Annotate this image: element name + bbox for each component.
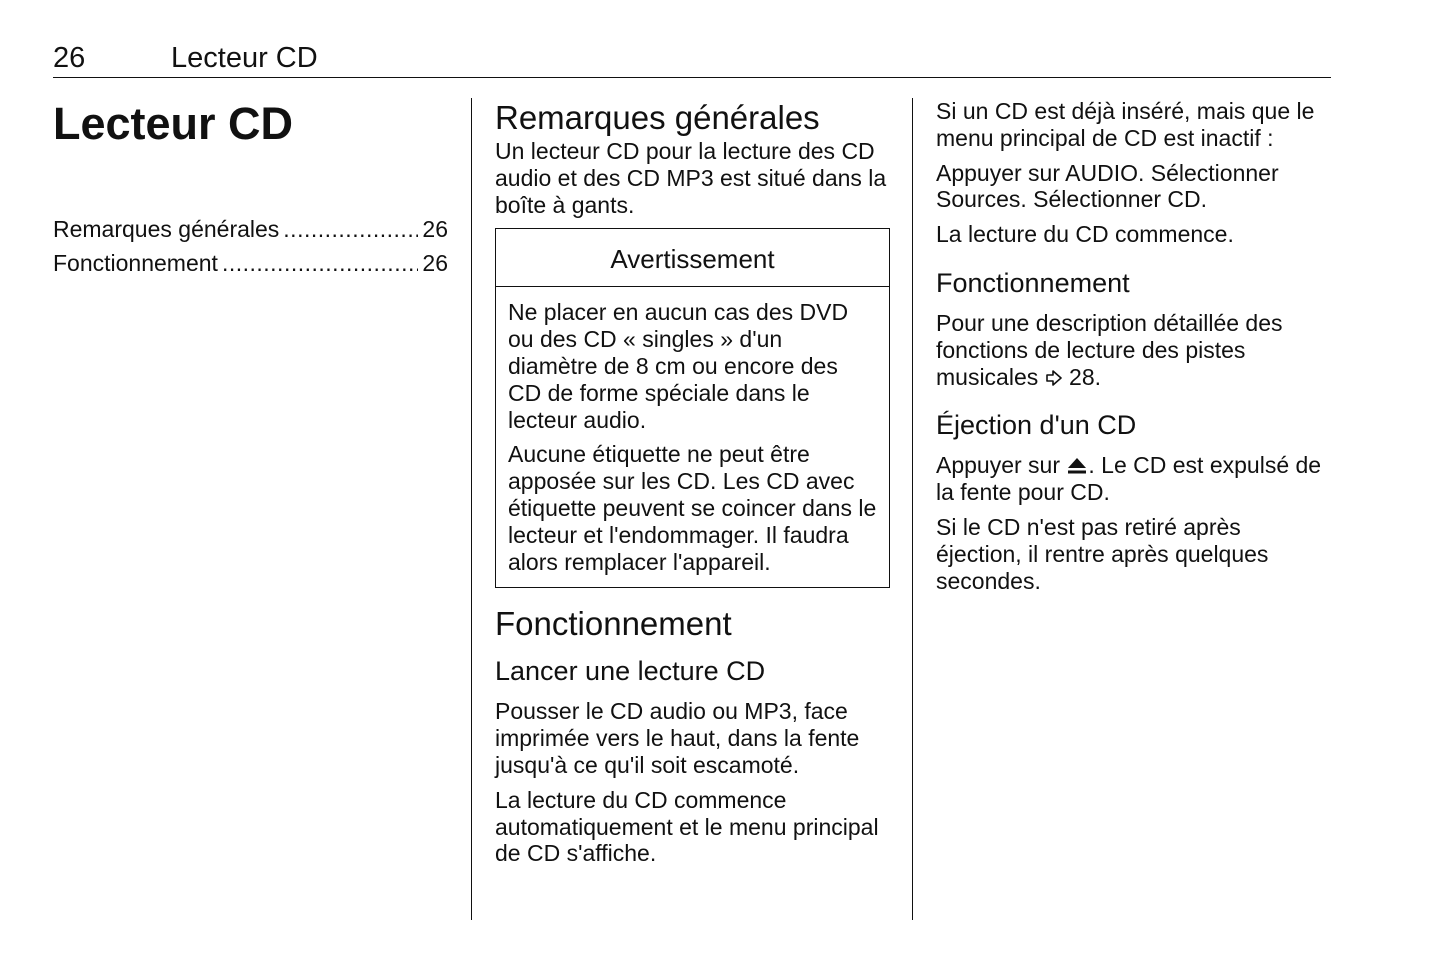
toc-entry[interactable] bbox=[53, 246, 448, 280]
eject-text-post: . Le CD est expulsé de la fente pour CD. bbox=[936, 452, 1322, 506]
toc-leader bbox=[283, 212, 418, 246]
column-divider bbox=[471, 98, 472, 920]
paragraph: La lecture du CD commence. bbox=[936, 221, 1234, 248]
page-header bbox=[53, 40, 1331, 78]
paragraph: La lecture du CD commence automatiquement et le menu principal de CD s'affiche. bbox=[495, 786, 879, 867]
paragraph: Un lecteur CD pour la lecture des CD audio et des CD MP3 est situé dans la boîte à gants. bbox=[495, 138, 887, 218]
warning-title: Avertissement bbox=[496, 229, 889, 287]
subheading-operation: Fonctionnement bbox=[936, 267, 1130, 298]
paragraph: Appuyer sur AUDIO. Sélectionner Sources. Sélectionner CD. bbox=[936, 159, 1279, 213]
warning-paragraph: Ne placer en aucun cas des DVD ou des CD « singles » d'un diamètre de 8 cm ou encore des CD de forme spéciale dans le lecteur audio. bbox=[508, 299, 849, 433]
subheading-start-playback: Lancer une lecture CD bbox=[495, 656, 766, 687]
table-of-contents bbox=[53, 212, 448, 280]
paragraph: Pousser le CD audio ou MP3, face imprimée vers le haut, dans la fente jusqu'à ce qu'il soit escamoté. bbox=[495, 698, 860, 778]
section-heading-general: Remarques générales bbox=[495, 99, 820, 136]
toc-entry[interactable] bbox=[53, 212, 448, 246]
page-reference[interactable]: 28. bbox=[1069, 363, 1102, 390]
warning-box bbox=[495, 228, 890, 588]
column-left bbox=[53, 98, 448, 280]
paragraph: Si un CD est déjà inséré, mais que le menu principal de CD est inactif : bbox=[936, 98, 1315, 151]
eject-icon bbox=[1066, 454, 1088, 472]
page-number: 26 bbox=[53, 42, 86, 74]
subheading-eject: Éjection d'un CD bbox=[936, 410, 1137, 441]
column-middle bbox=[495, 98, 890, 875]
toc-label: Fonctionnement bbox=[53, 250, 218, 276]
operation-text: Pour une description détaillée des fonctions de lecture des pistes musicales bbox=[936, 309, 1283, 390]
paragraph-with-reference bbox=[936, 310, 1332, 390]
toc-page: 26 bbox=[422, 216, 448, 242]
column-right bbox=[936, 98, 1332, 602]
toc-label: Remarques générales bbox=[53, 216, 280, 242]
paragraph: Si le CD n'est pas retiré après éjection, il rentre après quelques secondes. bbox=[936, 513, 1269, 594]
section-heading-operation: Fonctionnement bbox=[495, 605, 732, 643]
toc-leader bbox=[222, 246, 418, 280]
arrow-reference-icon bbox=[1045, 366, 1063, 384]
warning-paragraph: Aucune étiquette ne peut être apposée sur les CD. Les CD avec étiquette peuvent se coincer dans le lecteur et l'endommager. Il faudra alors remplacer l'appareil. bbox=[508, 441, 877, 575]
running-title: Lecteur CD bbox=[171, 42, 318, 74]
chapter-title: Lecteur CD bbox=[53, 98, 294, 149]
column-divider bbox=[912, 98, 913, 920]
paragraph-with-icon bbox=[936, 452, 1332, 506]
eject-text-pre: Appuyer sur bbox=[936, 452, 1061, 479]
toc-page: 26 bbox=[422, 250, 448, 276]
